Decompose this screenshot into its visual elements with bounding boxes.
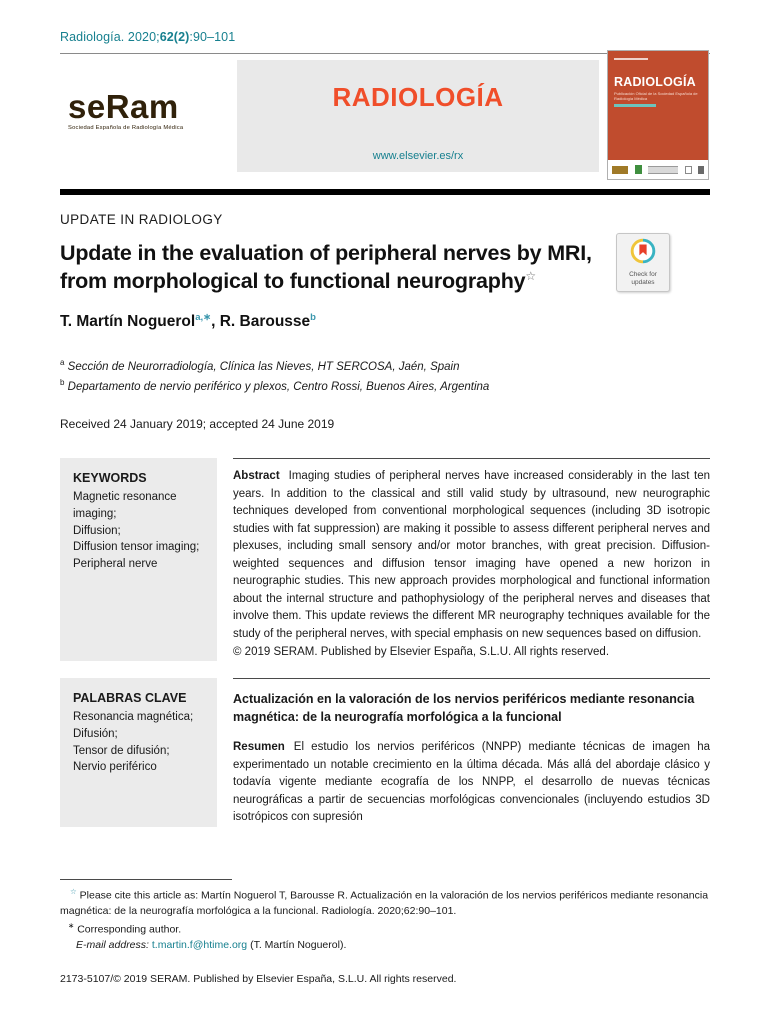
seram-logo-block [60, 60, 237, 180]
cover-seram-mini-logo [612, 166, 628, 174]
article-title-line2: from morphological to functional neurography [60, 268, 526, 293]
email-suffix: (T. Martín Noguerol). [250, 939, 347, 952]
journal-name: RADIOLOGÍA [332, 82, 504, 112]
citation-journal: Radiología. 2020; [60, 30, 160, 44]
cover-mini-logo-icon [635, 165, 642, 174]
keyword-item: Diffusion tensor imaging; [73, 541, 200, 554]
cover-mini-text-logo [648, 166, 678, 174]
affiliation-text: Departamento de nervio periférico y plexos, Centro Rossi, Buenos Aires, Argentina [67, 380, 490, 393]
corresponding-author-mark: ∗ [68, 920, 75, 930]
resumen-label: Resumen [233, 741, 285, 754]
cover-subtitle: Publicación Oficial de la Sociedad Española de Radiología Médica [614, 91, 698, 102]
abstract-paragraph [233, 468, 710, 643]
header-divider-bar [60, 189, 710, 195]
cover-mini-logo-mark [698, 166, 704, 174]
cover-teal-bar [614, 104, 656, 107]
abstract-label: Abstract [233, 470, 280, 483]
keyword-item: Diffusion; [73, 524, 121, 537]
cover-mini-logo-square [685, 166, 692, 174]
palabra-clave-item: Difusión; [73, 728, 118, 741]
citation-line [60, 30, 710, 44]
affiliation-line [60, 377, 710, 397]
abstract-copyright: © 2019 SERAM. Published by Elsevier España, S.L.U. All rights reserved. [233, 646, 610, 658]
cover-footer-logos [608, 160, 708, 179]
cite-footnote-text: Please cite this article as: Martín Noguerol T, Barousse R. Actualización en la valoración de los nervios periféricos mediante resonancia magnética: de la neurografía morfológica a la funcional. Radiología. 2020;62:90–101. [60, 889, 709, 918]
article-title-line1: Update in the evaluation of peripheral nerves by MRI, [60, 241, 592, 265]
footnotes [60, 879, 710, 954]
keywords-title: KEYWORDS [73, 471, 147, 486]
affiliation-mark: b [60, 377, 65, 387]
email-link[interactable]: t.martin.f@htime.org [151, 939, 248, 952]
palabra-clave-item: Tensor de difusión; [73, 744, 170, 757]
cover-top-line [614, 58, 648, 60]
corresponding-author-text: Corresponding author. [77, 923, 182, 936]
palabra-clave-item: Nervio periférico [73, 761, 157, 774]
received-accepted-line: Received 24 January 2019; accepted 24 June 2019 [60, 417, 335, 432]
abstract-spanish [233, 678, 710, 826]
footnote-divider [60, 879, 232, 880]
issn-copyright-line: 2173-5107/© 2019 SERAM. Published by Elsevier España, S.L.U. All rights reserved. [60, 972, 457, 985]
abstract-english [233, 458, 710, 661]
corresponding-author-footnote [60, 920, 710, 938]
resumen-text: El estudio los nervios periféricos (NNPP) mediante técnicas de imagen ha experimentado un notable crecimiento en la última década. Más allá del abordaje clásico y todavía vigente mediante ecografía de los NNPP, el desarrollo de nuevas técnicas neurográficas a partir de secuencias morfológicas convencionales (incluyendo estudios 3D isotrópicos con supresión [233, 741, 710, 824]
palabras-clave-box [60, 678, 217, 826]
journal-url-link[interactable]: www.elsevier.es/rx [372, 150, 464, 162]
authors-line [60, 312, 710, 331]
journal-cover-thumbnail [608, 51, 708, 179]
citation-pages: :90–101 [189, 30, 236, 44]
article-title [60, 240, 625, 296]
author-affiliation-mark: a,∗ [195, 311, 212, 323]
resumen-paragraph [233, 739, 710, 826]
keywords-box [60, 458, 217, 661]
author-name: R. Barousse [219, 313, 311, 331]
email-label: E-mail address: [76, 939, 149, 952]
spanish-title: Actualización en la valoración de los nervios periféricos mediante resonancia magnética: de la neurografía morfológica a la funcional [233, 692, 695, 724]
affiliation-line [60, 357, 710, 377]
check-for-updates-label: Check for updates [629, 271, 657, 287]
seram-logo: seRam [68, 88, 179, 125]
keyword-item: Magnetic resonance imaging; [73, 491, 177, 520]
article-section-label: UPDATE IN RADIOLOGY [60, 212, 223, 227]
seram-logo-tagline: Sociedad Española de Radiología Médica [68, 125, 184, 131]
affiliation-text: Sección de Neurorradiología, Clínica las Nieves, HT SERCOSA, Jaén, Spain [67, 360, 460, 373]
cite-footnote [60, 886, 710, 920]
abstract-section [60, 458, 710, 827]
check-for-updates-icon [630, 251, 656, 268]
email-footnote [60, 938, 710, 954]
title-footnote-star: ☆ [525, 268, 536, 283]
affiliations [60, 357, 710, 396]
author-name: T. Martín Noguerol [60, 313, 196, 331]
cite-footnote-star: ☆ [70, 886, 77, 896]
masthead [60, 60, 710, 180]
check-for-updates-badge[interactable] [616, 233, 670, 292]
palabra-clave-item: Resonancia magnética; [73, 711, 194, 724]
author-affiliation-mark: b [310, 311, 316, 323]
affiliation-mark: a [60, 358, 65, 368]
palabras-clave-title: PALABRAS CLAVE [73, 691, 187, 706]
journal-banner [237, 60, 599, 172]
citation-volume: 62(2) [159, 30, 190, 44]
keyword-item: Peripheral nerve [73, 558, 158, 570]
abstract-text: Imaging studies of peripheral nerves have increased considerably in the last ten years. In addition to the classical and still valid study by ultrasound, new neurographic techniques developed from conventional morphological sequences (including 3D isotropic studies with fat suppression) are making it possible to assess different peripheral nerves and plexuses, including small sensory and/or motor branches, with great precision. Diffusion-weighted sequences and diffusion tensor imaging have opened a new horizon in neurographic studies. This new approach provides morphological and functional information about the internal structure and pathophysiology of the peripheral nerves and diseases that involve them. This update reviews the different MR neurography techniques available for the study of the peripheral nerves, with special emphasis on new sequences based on diffusion. [233, 470, 710, 640]
cover-journal-title: RADIOLOGÍA [614, 75, 696, 89]
author-separator: , [211, 313, 220, 331]
